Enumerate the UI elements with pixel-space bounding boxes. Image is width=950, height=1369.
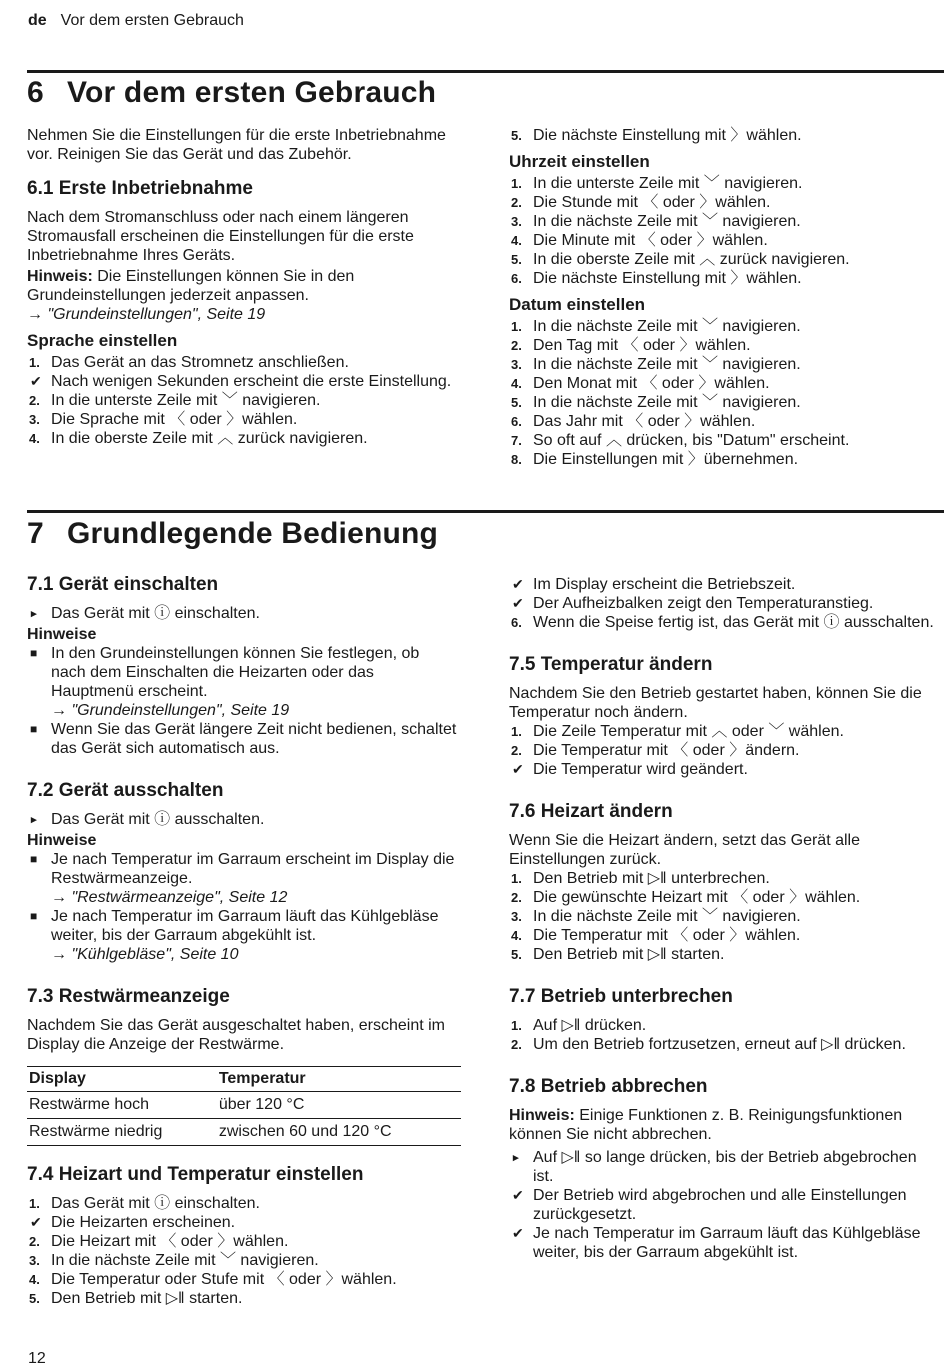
list-item (27, 1270, 457, 1289)
section-7-4-title: 7.4 Heizart und Temperatur einstellen (27, 1164, 364, 1185)
step-number: 3. (511, 909, 522, 924)
list-item (27, 372, 457, 391)
datum-steps (509, 317, 939, 469)
list-item (509, 907, 939, 926)
ch7-right-column (509, 575, 939, 1262)
list-item-text: In die nächste Zeile mit ﹀ navigieren. (533, 318, 801, 335)
arrow-icon: ▸ (31, 814, 37, 826)
list-item-text: Die Heizarten erscheinen. (51, 1214, 236, 1231)
list-item (509, 1035, 939, 1054)
list-item (509, 575, 939, 594)
header-title: Vor dem ersten Gebrauch (60, 12, 244, 29)
list-item-text: Die Temperatur oder Stufe mit 〈 oder 〉wählen. (51, 1271, 397, 1288)
list-item (509, 594, 939, 613)
bullet-icon: ■ (30, 909, 38, 923)
notes-label: Hinweise (27, 626, 97, 643)
notes-label: Hinweise (27, 832, 97, 849)
list-item-text: Im Display erscheint die Betriebszeit. (533, 576, 796, 593)
cross-reference-link[interactable]: → "Kühlgebläse", Seite 10 (51, 946, 239, 963)
list-item (509, 250, 939, 269)
list-item (509, 1016, 939, 1035)
check-icon: ✔ (512, 595, 524, 611)
step-number: 4. (29, 1272, 40, 1287)
list-item-text: Den Betrieb mit ▷‖ starten. (533, 946, 725, 963)
list-item (27, 644, 457, 720)
list-item-text: Die nächste Einstellung mit 〉wählen. (533, 127, 802, 144)
list-item-text: Das Gerät mit ⓘ einschalten. (51, 1195, 260, 1212)
list-item-text: Die Heizart mit 〈 oder 〉wählen. (51, 1233, 289, 1250)
arrow-icon: ▸ (513, 1152, 519, 1164)
sprache-steps-continued (509, 126, 939, 145)
language-code: de (28, 12, 47, 29)
list-item (509, 174, 939, 193)
section-7-3-title: 7.3 Restwärmeanzeige (27, 986, 230, 1007)
list-item-text: Das Gerät an das Stromnetz anschließen. (51, 354, 349, 371)
list-item-text: Die Temperatur mit 〈 oder 〉ändern. (533, 742, 800, 759)
list-item (27, 1232, 457, 1251)
list-item (27, 720, 457, 758)
list-item (509, 613, 939, 632)
list-item-text: Um den Betrieb fortzusetzen, erneut auf ▷‖ drücken. (533, 1036, 906, 1053)
step-number: 1. (29, 1196, 40, 1211)
sprache-title: Sprache einstellen (27, 331, 178, 350)
step-number: 2. (511, 743, 522, 758)
section-7-5-title: 7.5 Temperatur ändern (509, 654, 713, 675)
chapter-title: Grundlegende Bedienung (67, 517, 439, 550)
list-item (27, 810, 457, 829)
list-item (27, 1251, 457, 1270)
list-item (509, 431, 939, 450)
table-header: Temperatur (217, 1067, 461, 1092)
step-number: 4. (511, 376, 522, 391)
chapter-title: Vor dem ersten Gebrauch (67, 76, 437, 109)
section-7-2-title: 7.2 Gerät ausschalten (27, 780, 224, 801)
list-item-text: Der Betrieb wird abgebrochen und alle Einstellungen zurückgesetzt. (533, 1187, 907, 1223)
section-7-6-steps (509, 869, 939, 964)
section-7-5-text: Nachdem Sie den Betrieb gestartet haben, können Sie die Temperatur noch ändern. (509, 685, 922, 721)
table-header-row (27, 1067, 461, 1092)
chapter-rule (27, 70, 944, 73)
check-icon: ✔ (30, 373, 42, 389)
note-text: Die Einstellungen können Sie in den Grundeinstellungen jederzeit anpassen. (27, 268, 355, 304)
note-label: Hinweis: (27, 268, 93, 285)
list-item (27, 850, 457, 907)
list-item-text: Den Tag mit 〈 oder 〉wählen. (533, 337, 751, 354)
list-item (509, 888, 939, 907)
list-item-text: Die Einstellungen mit 〉übernehmen. (533, 451, 799, 468)
list-item (509, 1148, 939, 1186)
list-item (509, 336, 939, 355)
section-7-7-title: 7.7 Betrieb unterbrechen (509, 986, 733, 1007)
list-item (509, 193, 939, 212)
step-number: 5. (511, 395, 522, 410)
check-icon: ✔ (512, 576, 524, 592)
list-item (509, 926, 939, 945)
step-number: 2. (511, 1037, 522, 1052)
list-item (509, 212, 939, 231)
bullet-icon: ■ (30, 852, 38, 866)
list-item-text: In die oberste Zeile mit ︿ zurück navigieren. (533, 251, 850, 268)
ch6-right-column (509, 126, 939, 469)
list-item-text: Den Betrieb mit ▷‖ unterbrechen. (533, 870, 770, 887)
cross-reference-link[interactable]: → "Restwärmeanzeige", Seite 12 (51, 889, 288, 906)
page-number: 12 (28, 1350, 46, 1367)
list-item-text: Wenn die Speise fertig ist, das Gerät mit ⓘ ausschalten. (533, 614, 934, 631)
list-item-text: In die unterste Zeile mit ﹀ navigieren. (533, 175, 803, 192)
list-item (509, 231, 939, 250)
arrow-icon: ▸ (31, 608, 37, 620)
step-number: 5. (29, 1291, 40, 1306)
list-item (509, 126, 939, 145)
list-item-text: Das Gerät mit ⓘ ausschalten. (51, 811, 265, 828)
bullet-icon: ■ (30, 646, 38, 660)
list-item (509, 317, 939, 336)
list-item (509, 945, 939, 964)
list-item-text: Die Temperatur wird geändert. (533, 761, 748, 778)
step-number: 4. (29, 431, 40, 446)
list-item (509, 393, 939, 412)
step-number: 2. (511, 890, 522, 905)
step-number: 2. (511, 338, 522, 353)
list-item (509, 1186, 939, 1224)
list-item-text: In die oberste Zeile mit ︿ zurück navigieren. (51, 430, 368, 447)
table-row (27, 1119, 461, 1146)
list-item (509, 1224, 939, 1262)
list-item (509, 450, 939, 469)
chapter-6-heading (27, 76, 436, 110)
list-item (27, 604, 457, 623)
list-item (27, 410, 457, 429)
check-icon: ✔ (512, 1225, 524, 1241)
section-7-3-text: Nachdem Sie das Gerät ausgeschaltet haben, erscheint im Display die Anzeige der Restwärme. (27, 1017, 446, 1053)
list-item-text: Das Jahr mit 〈 oder 〉wählen. (533, 413, 756, 430)
section-7-6-text: Wenn Sie die Heizart ändern, setzt das Gerät alle Einstellungen zurück. (509, 832, 860, 868)
note-text: Einige Funktionen z. B. Reinigungsfunktionen können Sie nicht abbrechen. (509, 1107, 903, 1143)
step-number: 1. (29, 355, 40, 370)
section-7-1-steps (27, 604, 457, 623)
step-number: 1. (511, 319, 522, 334)
list-item-text: Wenn Sie das Gerät längere Zeit nicht bedienen, schaltet das Gerät sich automatisch aus. (51, 721, 457, 757)
step-number: 4. (511, 233, 522, 248)
list-item-text: Je nach Temperatur im Garraum erscheint im Display die Restwärmeanzeige. (51, 851, 455, 887)
step-number: 5. (511, 128, 522, 143)
list-item-text: In die nächste Zeile mit ﹀ navigieren. (533, 908, 801, 925)
table-header: Display (27, 1067, 217, 1092)
step-number: 1. (511, 724, 522, 739)
list-item-text: Die Temperatur mit 〈 oder 〉wählen. (533, 927, 801, 944)
list-item-text: So oft auf ︿ drücken, bis "Datum" erscheint. (533, 432, 850, 449)
list-item-text: Die gewünschte Heizart mit 〈 oder 〉wählen. (533, 889, 861, 906)
section-6-1-title: 6.1 Erste Inbetriebnahme (27, 178, 253, 199)
list-item-text: In die nächste Zeile mit ﹀ navigieren. (51, 1252, 319, 1269)
section-7-2-steps (27, 810, 457, 829)
check-icon: ✔ (30, 1214, 42, 1230)
table-row (27, 1092, 461, 1119)
list-item-text: Die Stunde mit 〈 oder 〉wählen. (533, 194, 771, 211)
list-item (27, 391, 457, 410)
section-6-1-text: Nach dem Stromanschluss oder nach einem längeren Stromausfall erscheinen die Einstellungen für die erste Inbetriebnahme Ihres Geräts. (27, 209, 414, 264)
step-number: 8. (511, 452, 522, 467)
list-item (509, 869, 939, 888)
step-number: 2. (29, 1234, 40, 1249)
table-cell: Restwärme niedrig (27, 1119, 217, 1146)
list-item (509, 355, 939, 374)
section-7-7-steps (509, 1016, 939, 1054)
chapter-number: 6 (27, 76, 44, 109)
list-item-text: Die Sprache mit 〈 oder 〉wählen. (51, 411, 298, 428)
list-item (27, 1213, 457, 1232)
list-item-text: In die nächste Zeile mit ﹀ navigieren. (533, 213, 801, 230)
list-item-text: Die Zeile Temperatur mit ︿ oder ﹀ wählen. (533, 723, 844, 740)
list-item (509, 412, 939, 431)
list-item (27, 1289, 457, 1308)
list-item-text: Die Minute mit 〈 oder 〉wählen. (533, 232, 768, 249)
step-number: 4. (511, 928, 522, 943)
list-item-text: Je nach Temperatur im Garraum läuft das Kühlgebläse weiter, bis der Garraum abgekühlt ist. (533, 1225, 921, 1261)
section-7-1-title: 7.1 Gerät einschalten (27, 574, 219, 595)
step-number: 5. (511, 947, 522, 962)
residual-heat-table (27, 1066, 461, 1146)
step-number: 1. (511, 871, 522, 886)
ch6-intro: Nehmen Sie die Einstellungen für die erste Inbetriebnahme vor. Reinigen Sie das Gerät und das Zubehör. (27, 127, 446, 163)
step-number: 1. (511, 176, 522, 191)
chapter-rule (27, 510, 944, 513)
section-7-8-note (509, 1106, 939, 1144)
list-item (509, 722, 939, 741)
section-7-2-notes (27, 850, 457, 964)
step-number: 5. (511, 252, 522, 267)
list-item-text: Auf ▷‖ so lange drücken, bis der Betrieb abgebrochen ist. (533, 1149, 917, 1185)
section-7-5-steps (509, 722, 939, 779)
list-item-text: Der Aufheizbalken zeigt den Temperaturanstieg. (533, 595, 874, 612)
note-label: Hinweis: (509, 1107, 575, 1124)
section-7-8-steps (509, 1148, 939, 1262)
list-item-text: In die unterste Zeile mit ﹀ navigieren. (51, 392, 321, 409)
section-7-6-title: 7.6 Heizart ändern (509, 801, 673, 822)
datum-title: Datum einstellen (509, 295, 646, 314)
list-item-text: In die nächste Zeile mit ﹀ navigieren. (533, 394, 801, 411)
list-item-text: Das Gerät mit ⓘ einschalten. (51, 605, 260, 622)
step-number: 3. (29, 412, 40, 427)
check-icon: ✔ (512, 1187, 524, 1203)
list-item-text: In die nächste Zeile mit ﹀ navigieren. (533, 356, 801, 373)
step-number: 3. (29, 1253, 40, 1268)
list-item-text: Den Monat mit 〈 oder 〉wählen. (533, 375, 770, 392)
sprache-steps (27, 353, 457, 448)
list-item (27, 907, 457, 964)
check-icon: ✔ (512, 761, 524, 777)
list-item (509, 374, 939, 393)
step-number: 7. (511, 433, 522, 448)
uhrzeit-steps (509, 174, 939, 288)
ch7-left-column (27, 574, 457, 1308)
list-item (27, 429, 457, 448)
step-number: 6. (511, 615, 522, 630)
cross-reference-link[interactable]: → "Grundeinstellungen", Seite 19 (51, 702, 290, 719)
list-item-text: Auf ▷‖ drücken. (533, 1017, 647, 1034)
section-7-1-notes (27, 644, 457, 758)
list-item-text: In den Grundeinstellungen können Sie festlegen, ob nach dem Einschalten die Heizarten oder das Hauptmenü erscheint. (51, 645, 420, 700)
step-number: 1. (511, 1018, 522, 1033)
section-6-1-note (27, 267, 457, 305)
list-item (509, 741, 939, 760)
list-item-text: Nach wenigen Sekunden erscheint die erste Einstellung. (51, 373, 452, 390)
step-number: 2. (511, 195, 522, 210)
running-header (28, 12, 244, 30)
ch6-left-column (27, 126, 457, 448)
list-item (27, 1194, 457, 1213)
list-item (509, 269, 939, 288)
step-number: 3. (511, 357, 522, 372)
section-7-4-steps (27, 1194, 457, 1308)
list-item (509, 760, 939, 779)
cross-reference-link[interactable]: → "Grundeinstellungen", Seite 19 (27, 306, 266, 323)
table-cell: Restwärme hoch (27, 1092, 217, 1119)
step-number: 3. (511, 214, 522, 229)
list-item (27, 353, 457, 372)
list-item-text: Den Betrieb mit ▷‖ starten. (51, 1290, 243, 1307)
table-cell: zwischen 60 und 120 °C (217, 1119, 461, 1146)
step-number: 2. (29, 393, 40, 408)
list-item-text: Die nächste Einstellung mit 〉wählen. (533, 270, 802, 287)
step-number: 6. (511, 414, 522, 429)
table-cell: über 120 °C (217, 1092, 461, 1119)
list-item-text: Je nach Temperatur im Garraum läuft das Kühlgebläse weiter, bis der Garraum abgekühlt ist. (51, 908, 439, 944)
section-7-4-steps-continued (509, 575, 939, 632)
chapter-7-heading (27, 517, 438, 551)
bullet-icon: ■ (30, 722, 38, 736)
uhrzeit-title: Uhrzeit einstellen (509, 152, 650, 171)
step-number: 6. (511, 271, 522, 286)
section-7-8-title: 7.8 Betrieb abbrechen (509, 1076, 708, 1097)
chapter-number: 7 (27, 517, 44, 550)
